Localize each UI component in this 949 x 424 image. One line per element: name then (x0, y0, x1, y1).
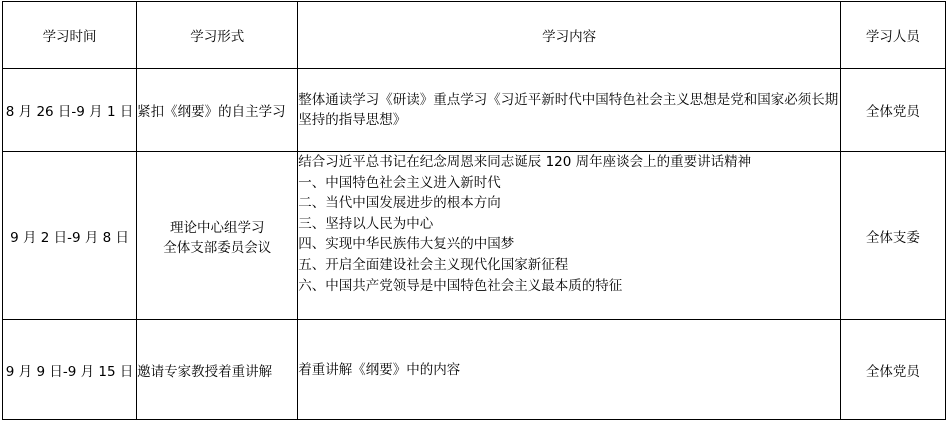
content-line: 四、实现中华民族伟大复兴的中国梦 (298, 236, 515, 253)
content-line: 二、当代中国发展进步的根本方向 (298, 195, 501, 212)
cell-time: 9 月 9 日-9 月 15 日 (3, 320, 137, 420)
content-line: 结合习近平总书记在纪念周恩来同志诞辰 120 周年座谈会上的重要讲话精神 (298, 154, 752, 170)
cell-content (298, 69, 841, 152)
content-line: 一、中国特色社会主义进入新时代 (298, 174, 501, 191)
header-study-form: 学习形式 (137, 2, 298, 69)
content-text: 整体通读学习《研读》重点学习《习近平新时代中国特色社会主义思想是党和国家必须长期坚持的指导思想》 (298, 92, 839, 128)
cell-content (298, 152, 841, 320)
cell-form (137, 152, 298, 320)
form-line: 全体支部委员会议 (163, 239, 272, 256)
cell-time: 9 月 2 日-9 月 8 日 (3, 152, 137, 320)
header-study-content: 学习内容 (298, 2, 841, 69)
cell-people: 全体支委 (840, 152, 945, 320)
cell-form: 邀请专家教授着重讲解 (137, 320, 298, 420)
table-row (3, 320, 946, 420)
content-line: 六、中国共产党领导是中国特色社会主义最本质的特征 (298, 277, 623, 294)
cell-people: 全体党员 (840, 320, 945, 420)
cell-people: 全体党员 (840, 69, 945, 152)
table-header-row (3, 2, 946, 69)
content-line: 三、坚持以人民为中心 (298, 215, 434, 232)
cell-time: 8 月 26 日-9 月 1 日 (3, 69, 137, 152)
cell-form: 紧扣《纲要》的自主学习 (137, 69, 298, 152)
study-schedule-table (2, 1, 946, 420)
content-line: 五、开启全面建设社会主义现代化国家新征程 (298, 256, 569, 273)
form-line: 理论中心组学习 (169, 219, 265, 236)
header-study-people: 学习人员 (840, 2, 945, 69)
cell-content: 着重讲解《纲要》中的内容 (298, 320, 841, 420)
table-row (3, 152, 946, 320)
header-study-time: 学习时间 (3, 2, 137, 69)
table-row (3, 69, 946, 152)
